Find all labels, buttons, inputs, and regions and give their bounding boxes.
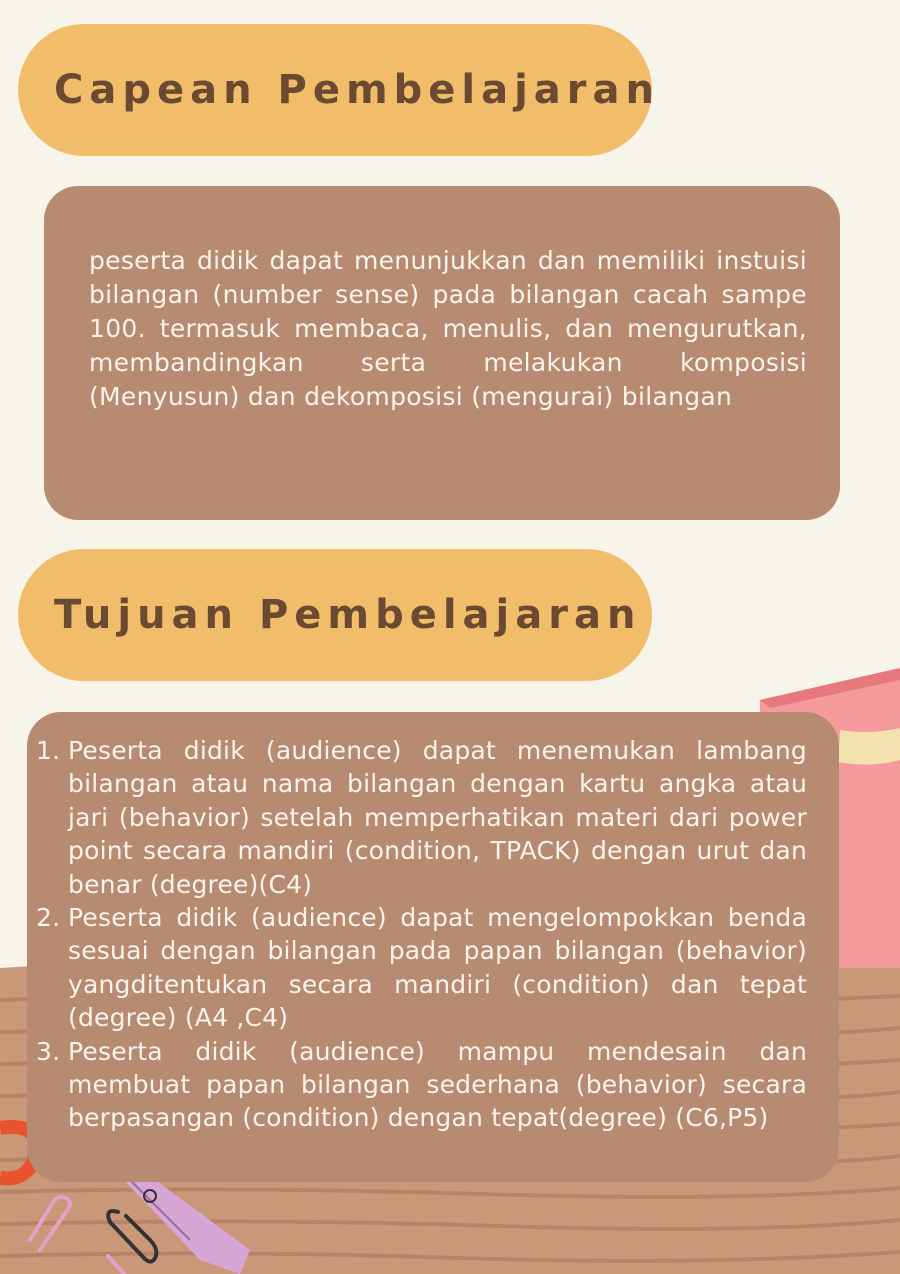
list-item xyxy=(33,1035,807,1135)
tujuan-title: Tujuan Pembelajaran xyxy=(54,592,642,638)
list-item-text: Peserta didik (audience) dapat mengelompokkan benda sesuai dengan bilangan pada papan bilangan (behavior) yangditentukan secara mandiri (condition) dan tepat (degree) (A4 ,C4) xyxy=(68,903,807,1033)
capaian-text: peserta didik dapat menunjukkan dan memiliki instuisi bilangan (number sense) pada bilangan cacah sampe 100. termasuk membaca, menulis, dan mengurutkan, membandingkan serta melakukan komposisi (Menyusun) dan dekomposisi (mengurai) bilangan xyxy=(89,246,807,411)
capaian-title-pill xyxy=(18,24,660,156)
capaian-title: Capean Pembelajaran xyxy=(54,67,660,113)
list-item-text: Peserta didik (audience) mampu mendesain dan membuat papan bilangan sederhana (behavior) secara berpasangan (condition) dengan tepat(degree) (C6,P5) xyxy=(68,1036,807,1133)
tujuan-list xyxy=(33,734,807,1135)
list-item-number: 1. xyxy=(36,736,61,765)
list-item-text: Peserta didik (audience) dapat menemukan lambang bilangan atau nama bilangan dengan kartu angka atau jari (behavior) setelah memperhatikan materi dari power point secara mandiri (condition, TPACK) dengan urut dan benar (degree)(C4) xyxy=(68,736,807,899)
list-item-number: 3. xyxy=(36,1036,61,1066)
list-item xyxy=(33,901,807,1035)
tujuan-title-pill xyxy=(18,549,652,681)
tujuan-card xyxy=(27,712,839,1182)
list-item-number: 2. xyxy=(36,903,61,933)
capaian-card xyxy=(44,186,840,520)
list-item xyxy=(33,734,807,901)
